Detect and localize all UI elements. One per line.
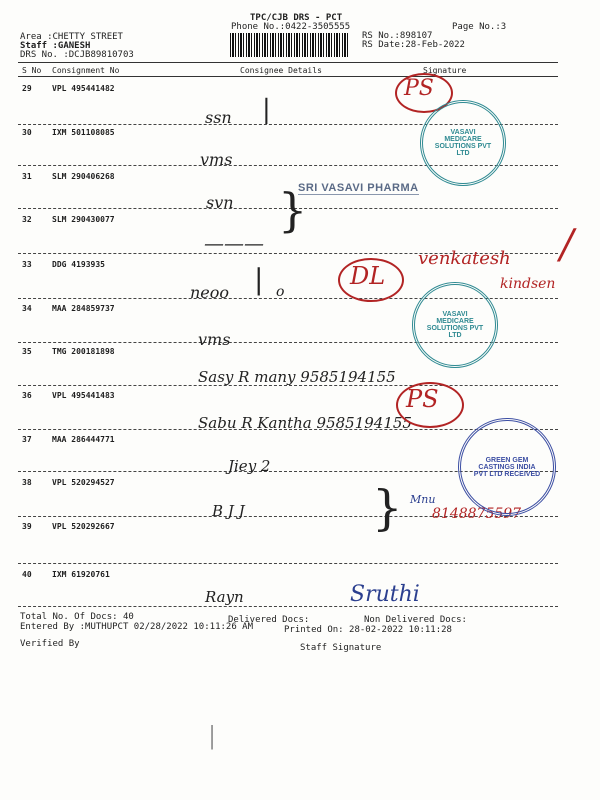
- row-consignment: TMG 200181898: [52, 347, 115, 356]
- row-consignment: VPL 520292667: [52, 522, 115, 531]
- initials-ps: PS: [406, 385, 439, 413]
- handwritten-venkatesh: venkatesh: [418, 248, 511, 269]
- row-consignment: SLM 290430077: [52, 215, 115, 224]
- verified-by: Verified By: [20, 639, 80, 649]
- handwritten-name-37: Sabu R Kantha 9585194155: [198, 414, 412, 432]
- handwritten-mnu: Mnu: [410, 493, 436, 506]
- initials-dl: DL: [350, 262, 386, 290]
- row-sno: 30: [22, 128, 32, 137]
- row-consignment: SLM 290406268: [52, 172, 115, 181]
- handwritten-name-35: vms: [198, 330, 231, 349]
- sheet-title: TPC/CJB DRS - PCT: [250, 13, 343, 23]
- handwritten-mark: o: [276, 284, 285, 300]
- medicare-seal: VASAVI MEDICARE SOLUTIONS PVT LTD: [420, 100, 506, 186]
- header-rule-bottom: [18, 76, 558, 77]
- handwritten-name-36: Sasy R many 9585194155: [198, 368, 396, 386]
- row-consignment: IXM 61920761: [52, 570, 110, 579]
- row-sno: 37: [22, 435, 32, 444]
- row-consignment: DDG 4193935: [52, 260, 105, 269]
- handwritten-phone: 8148875597: [432, 506, 522, 522]
- medicare-seal: VASAVI MEDICARE SOLUTIONS PVT LTD: [412, 282, 498, 368]
- staff-label: Staff :GANESH: [20, 41, 91, 51]
- drs-number: DRS No. :DCJB89810703: [20, 50, 134, 60]
- handwritten-name-39: B J J: [212, 502, 245, 520]
- row-consignment: VPL 495441483: [52, 391, 115, 400]
- row-consignment: MAA 284859737: [52, 304, 115, 313]
- pencil-mark: |: [208, 722, 217, 750]
- row-sno: 32: [22, 215, 32, 224]
- handwritten-brace: }: [278, 183, 308, 237]
- row-sno: 35: [22, 347, 32, 356]
- row-sno: 40: [22, 570, 32, 579]
- phone-number: Phone No.:0422-3505555: [231, 22, 351, 32]
- initials-ps: PS: [404, 76, 434, 101]
- row-sno: 36: [22, 391, 32, 400]
- footer-signature: Sruthi: [350, 582, 420, 607]
- handwritten-brace: }: [372, 480, 403, 536]
- row-consignment: VPL 520294527: [52, 478, 115, 487]
- staff-signature: Staff Signature: [300, 643, 382, 653]
- handwritten-stroke: /: [560, 222, 574, 268]
- row-divider: [18, 606, 558, 607]
- barcode: [230, 33, 350, 57]
- total-docs: Total No. Of Docs: 40: [20, 612, 134, 622]
- row-sno: 39: [22, 522, 32, 531]
- col-sno: S No: [22, 66, 42, 75]
- row-consignment: IXM 501108085: [52, 128, 115, 137]
- entered-by: Entered By :MUTHUPCT 02/28/2022 10:11:26 AM: [20, 622, 253, 632]
- rs-date: RS Date:28-Feb-2022: [362, 40, 465, 50]
- pharma-stamp: SRI VASAVI PHARMA: [298, 182, 419, 194]
- handwritten-name-31: vms: [200, 150, 233, 169]
- handwritten-name-34: neoo: [190, 283, 230, 302]
- handwritten-name-30: ssn: [205, 108, 232, 127]
- non-delivered-docs: Non Delivered Docs:: [364, 615, 467, 625]
- col-consignment: Consignment No: [52, 66, 120, 75]
- row-sno: 33: [22, 260, 32, 269]
- row-sno: 34: [22, 304, 32, 313]
- rs-number: RS No.:898107: [362, 31, 433, 41]
- handwritten-name-32: svn: [206, 193, 234, 212]
- row-sno: 38: [22, 478, 32, 487]
- delivered-docs: Delivered Docs:: [228, 615, 310, 625]
- handwritten-name-40: Rayn: [205, 588, 244, 606]
- row-divider: [18, 563, 558, 564]
- handwritten-stroke: |: [262, 95, 271, 125]
- row-sno: 29: [22, 84, 32, 93]
- received-seal: GREEN GEM CASTINGS INDIA PVT LTD RECEIVED: [458, 418, 556, 516]
- col-signature: Signature: [423, 66, 467, 75]
- col-consignee: Consignee Details: [240, 66, 322, 75]
- row-sno: 31: [22, 172, 32, 181]
- handwritten-name-38: Jiey 2: [228, 457, 271, 475]
- row-consignment: MAA 286444771: [52, 435, 115, 444]
- header-rule-top: [18, 62, 558, 63]
- page-number: Page No.:3: [452, 22, 507, 32]
- row-consignment: VPL 495441482: [52, 84, 115, 93]
- handwritten-dash: ———: [204, 231, 264, 255]
- area-label: Area :CHETTY STREET: [20, 32, 123, 42]
- handwritten-kindsen: kindsen: [500, 276, 556, 292]
- printed-on: Printed On: 28-02-2022 10:11:28: [284, 625, 452, 635]
- handwritten-stroke: |: [254, 263, 264, 296]
